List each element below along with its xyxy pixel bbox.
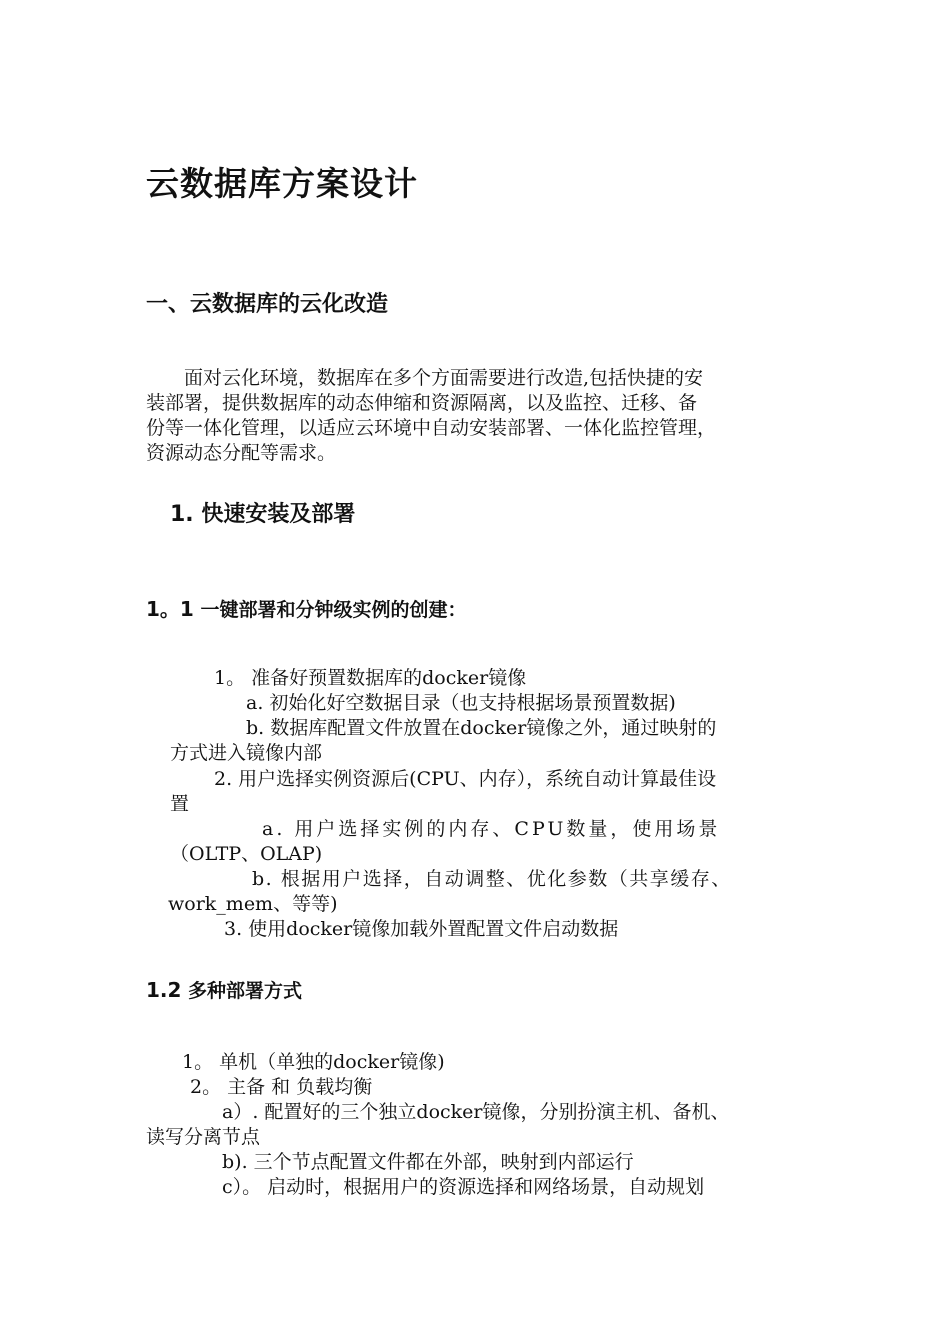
intro-line: 资源动态分配等需求。 (146, 442, 337, 464)
subsection-heading: 1. 快速安装及部署 (170, 502, 356, 527)
list-item: 读写分离节点 (146, 1126, 261, 1148)
heading-text: 多种部署方式 (181, 980, 303, 1002)
intro-paragraph (146, 366, 826, 466)
list-item: 方式进入镜像内部 (170, 742, 323, 764)
subsubsection-heading (146, 976, 302, 1003)
list-item: 置 (170, 793, 190, 815)
heading-number: 1.2 (146, 978, 182, 1002)
list-item: 1。 准备好预置数据库的docker镜像 (214, 667, 527, 689)
list-item: （OLTP、OLAP) (170, 843, 323, 865)
list-item: 1。 单机（单独的docker镜像) (182, 1051, 445, 1073)
list-item: a）. 配置好的三个独立docker镜像，分别扮演主机、备机、 (222, 1101, 730, 1123)
heading-number: 1。1 (146, 597, 194, 621)
list-item: work_mem、等等) (168, 893, 338, 915)
document-title: 云数据库方案设计 (146, 164, 418, 203)
intro-line: 份等一体化管理，以适应云环境中自动安装部署、一体化监控管理， (146, 417, 717, 439)
list-item: a. 用户选择实例的内存、CPU数量，使用场景 (262, 818, 721, 840)
list-item: 2。 主备 和 负载均衡 (190, 1076, 373, 1098)
section-heading: 一、云数据库的云化改造 (146, 292, 389, 317)
list-item: c）。 启动时，根据用户的资源选择和网络场景，自动规划 (222, 1176, 705, 1198)
intro-line: 装部署，提供数据库的动态伸缩和资源隔离，以及监控、迁移、备 (146, 392, 698, 414)
intro-line: 面对云化环境，数据库在多个方面需要进行改造,包括快捷的安 (146, 367, 704, 389)
list-item: a. 初始化好空数据目录（也支持根据场景预置数据) (246, 692, 676, 714)
list-item: b). 三个节点配置文件都在外部，映射到内部运行 (222, 1151, 634, 1173)
list-item: b. 数据库配置文件放置在docker镜像之外，通过映射的 (246, 717, 717, 739)
list-item: b. 根据用户选择，自动调整、优化参数（共享缓存、 (252, 868, 732, 890)
heading-text: 一键部署和分钟级实例的创建： (193, 599, 467, 621)
list-item: 3. 使用docker镜像加载外置配置文件启动数据 (224, 918, 619, 940)
subsubsection-heading (146, 593, 466, 622)
list-item: 2. 用户选择实例资源后(CPU、内存），系统自动计算最佳设 (214, 768, 717, 790)
